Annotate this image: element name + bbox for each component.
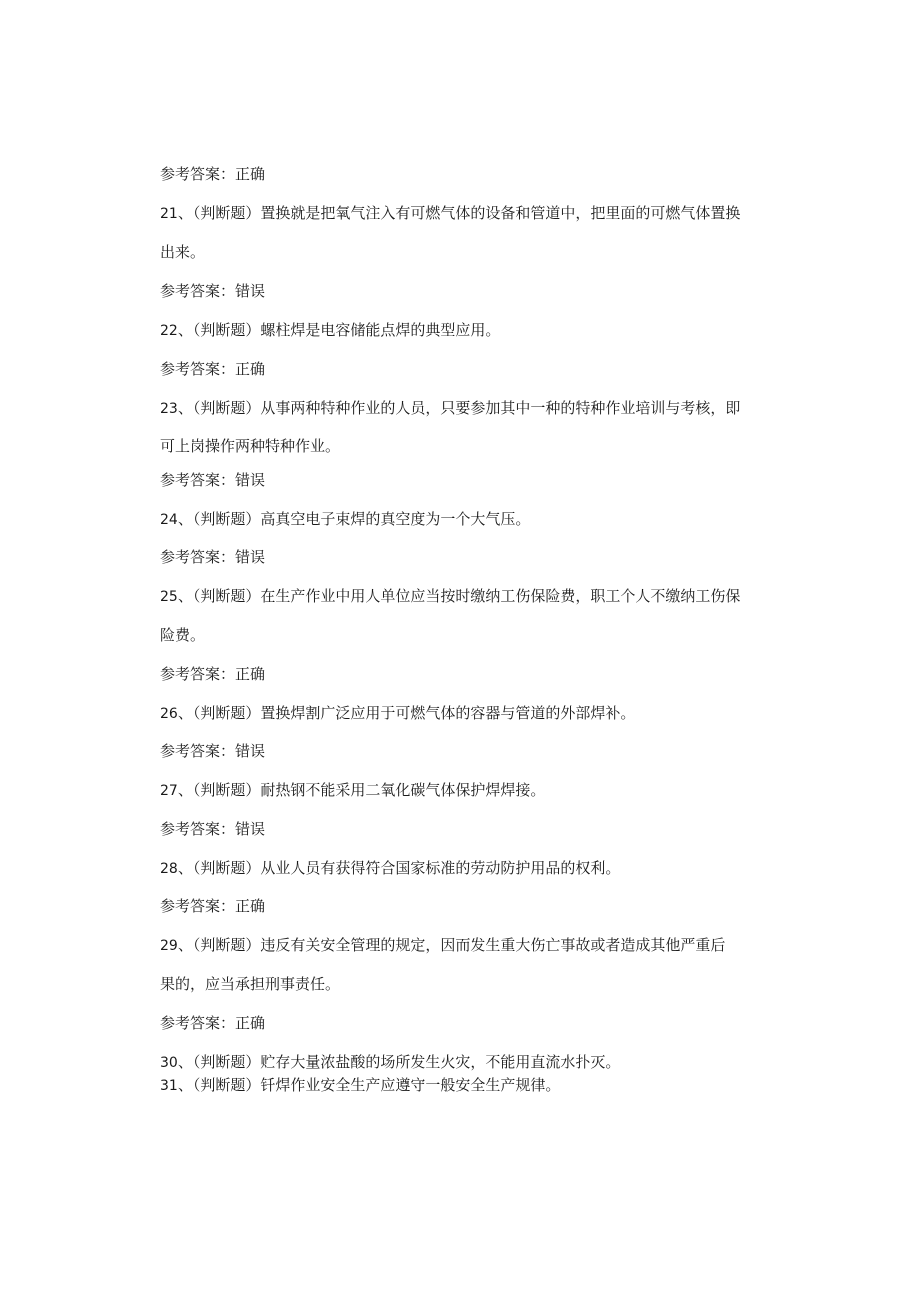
question-26: 26、（判断题）置换焊割广泛应用于可燃气体的容器与管道的外部焊补。 <box>160 704 636 722</box>
answer-line: 参考答案：正确 <box>160 165 266 183</box>
answer-line: 参考答案：正确 <box>160 360 266 378</box>
answer-line: 参考答案：错误 <box>160 742 266 760</box>
question-31: 31、（判断题）钎焊作业安全生产应遵守一般安全生产规律。 <box>160 1076 561 1094</box>
answer-line: 参考答案：错误 <box>160 548 266 566</box>
question-29-continuation: 果的，应当承担刑事责任。 <box>160 975 341 993</box>
question-23: 23、（判断题）从事两种特种作业的人员，只要参加其中一种的特种作业培训与考核，即 <box>160 399 741 417</box>
answer-line: 参考答案：正确 <box>160 665 266 683</box>
question-21: 21、（判断题）置换就是把氧气注入有可燃气体的设备和管道中，把里面的可燃气体置换 <box>160 204 741 222</box>
answer-line: 参考答案：正确 <box>160 897 266 915</box>
question-28: 28、（判断题）从业人员有获得符合国家标准的劳动防护用品的权利。 <box>160 859 621 877</box>
answer-line: 参考答案：错误 <box>160 820 266 838</box>
answer-line: 参考答案：错误 <box>160 471 266 489</box>
question-27: 27、（判断题）耐热钢不能采用二氧化碳气体保护焊焊接。 <box>160 781 546 799</box>
question-23-continuation: 可上岗操作两种特种作业。 <box>160 437 341 455</box>
question-25-continuation: 险费。 <box>160 626 206 644</box>
answer-line: 参考答案：错误 <box>160 282 266 300</box>
question-30: 30、（判断题）贮存大量浓盐酸的场所发生火灾，不能用直流水扑灭。 <box>160 1053 621 1071</box>
question-22: 22、（判断题）螺柱焊是电容储能点焊的典型应用。 <box>160 321 501 339</box>
question-29: 29、（判断题）违反有关安全管理的规定，因而发生重大伤亡事故或者造成其他严重后 <box>160 936 726 954</box>
question-24: 24、（判断题）高真空电子束焊的真空度为一个大气压。 <box>160 510 531 528</box>
answer-line: 参考答案：正确 <box>160 1014 266 1032</box>
question-21-continuation: 出来。 <box>160 243 206 261</box>
question-25: 25、（判断题）在生产作业中用人单位应当按时缴纳工伤保险费，职工个人不缴纳工伤保 <box>160 587 741 605</box>
